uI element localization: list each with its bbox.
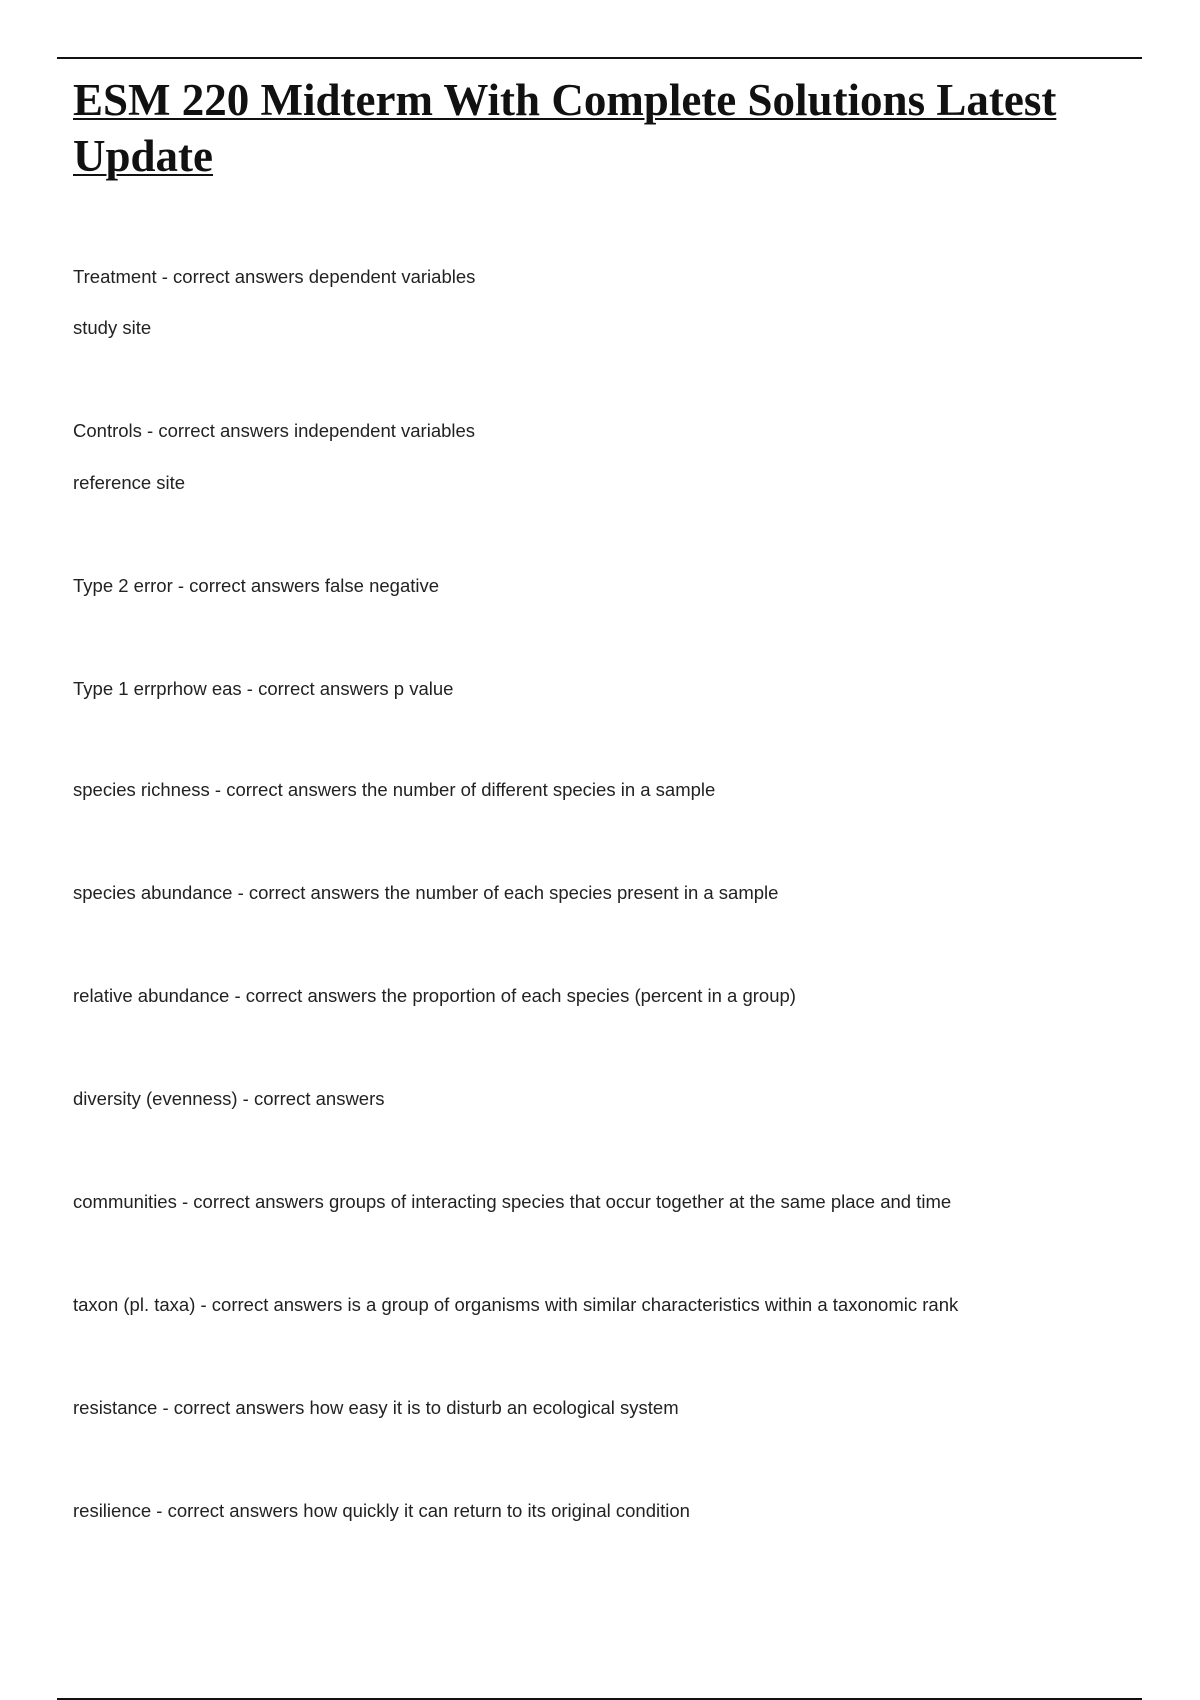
entry-species-abundance: species abundance - correct answers the number of each species present in a sample [73, 882, 779, 903]
entry-controls-continued: reference site [73, 472, 186, 493]
entry-resistance: resistance - correct answers how easy it is to disturb an ecological system [73, 1397, 679, 1418]
entry-type-2-error: Type 2 error - correct answers false negative [73, 575, 440, 596]
entry-taxon: taxon (pl. taxa) - correct answers is a group of organisms with similar characteristics within a taxonomic rank [73, 1294, 959, 1315]
entry-treatment-continued: study site [73, 317, 152, 338]
entry-controls: Controls - correct answers independent variables [73, 420, 476, 441]
entry-resilience: resilience - correct answers how quickly it can return to its original condition [73, 1500, 690, 1521]
entry-relative-abundance: relative abundance - correct answers the proportion of each species (percent in a group) [73, 985, 796, 1006]
document-title: ESM 220 Midterm With Complete Solutions Latest Update [73, 75, 1057, 181]
entry-treatment: Treatment - correct answers dependent variables [73, 266, 476, 287]
entry-diversity: diversity (evenness) - correct answers [73, 1088, 385, 1109]
entry-species-richness: species richness - correct answers the number of different species in a sample [73, 779, 716, 800]
entry-communities: communities - correct answers groups of interacting species that occur together at the same place and time [73, 1191, 952, 1212]
top-rule [57, 57, 1142, 59]
entry-type-1-error: Type 1 errprhow eas - correct answers p value [73, 678, 454, 699]
